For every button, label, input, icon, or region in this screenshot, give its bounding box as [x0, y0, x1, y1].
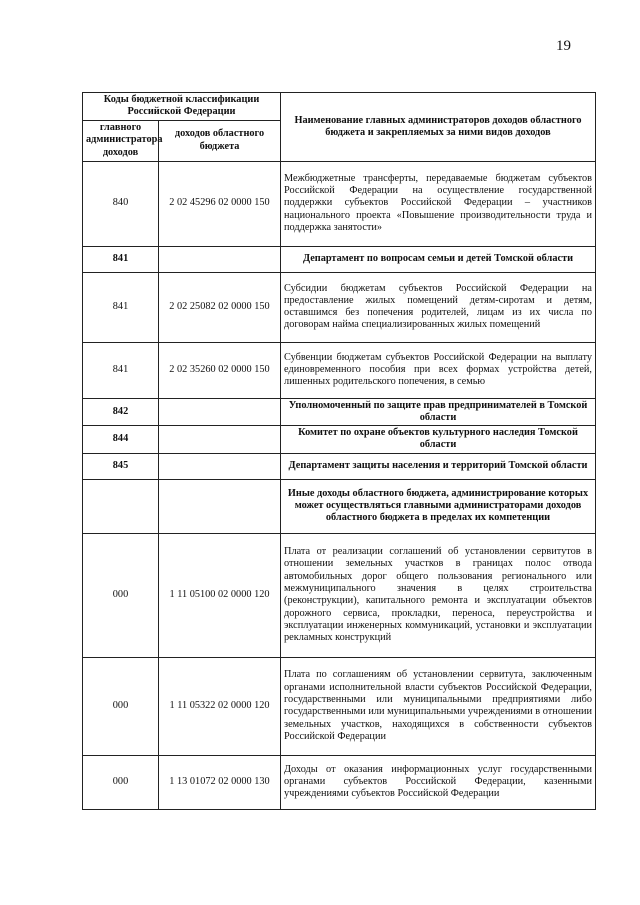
revenue-code-cell: 2 02 45296 02 0000 150 — [159, 161, 281, 246]
admin-code-cell: 840 — [83, 161, 159, 246]
table-row — [83, 161, 596, 246]
admin-code-cell: 000 — [83, 755, 159, 809]
admin-code-cell: 845 — [83, 453, 159, 479]
table-row — [83, 342, 596, 398]
table-row — [83, 453, 596, 479]
revenue-name-cell: Департамент защиты населения и территорий Томской области — [281, 453, 596, 479]
table-row — [83, 246, 596, 272]
header-revenue-column: доходов областного бюджета — [159, 120, 281, 161]
header-admin-column: главного администратора доходов — [83, 120, 159, 161]
table-row — [83, 272, 596, 342]
revenue-code-cell — [159, 426, 281, 454]
table-row — [83, 657, 596, 755]
budget-classification-table — [82, 92, 596, 810]
admin-code-cell: 842 — [83, 398, 159, 426]
table-row — [83, 426, 596, 454]
table-row — [83, 533, 596, 657]
table-row — [83, 479, 596, 533]
revenue-name-cell: Департамент по вопросам семьи и детей Томской области — [281, 246, 596, 272]
revenue-code-cell — [159, 479, 281, 533]
header-row — [83, 93, 596, 121]
admin-code-cell: 841 — [83, 272, 159, 342]
revenue-name-cell: Субвенции бюджетам субъектов Российской Федерации на выплату единовременного пособия при всех формах устройства детей, лишенных родительского попечения, в семью — [281, 342, 596, 398]
admin-code-cell — [83, 479, 159, 533]
revenue-name-cell: Субсидии бюджетам субъектов Российской Федерации на предоставление жилых помещений детям-сиротам и детям, оставшимся без попечения родителей, лицам из их числа по договорам найма специализированных жилых помещений — [281, 272, 596, 342]
revenue-code-cell: 1 11 05322 02 0000 120 — [159, 657, 281, 755]
page-number: 19 — [556, 38, 571, 54]
header-codes-group: Коды бюджетной классификации Российской Федерации — [83, 93, 281, 121]
header-name-column: Наименование главных администраторов доходов областного бюджета и закрепляемых за ними видов доходов — [281, 93, 596, 162]
admin-code-cell: 841 — [83, 246, 159, 272]
table-body — [83, 161, 596, 809]
revenue-code-cell: 1 11 05100 02 0000 120 — [159, 533, 281, 657]
revenue-name-cell: Плата по соглашениям об установлении сервитута, заключенным органами исполнительной власти субъектов Российской Федерации, государственными или муниципальными предприятиями либо государственными или муниципальными учреждениями в отношении земельных участков, находящихся в собственности субъектов Российской Федерации — [281, 657, 596, 755]
table-row — [83, 398, 596, 426]
revenue-name-cell: Уполномоченный по защите прав предпринимателей в Томской области — [281, 398, 596, 426]
revenue-name-cell: Плата от реализации соглашений об установлении сервитутов в отношении земельных участков в границах полос отвода автомобильных дорог общего пользования регионального или межмуниципального значения в целях строительства (реконструкции), капитального ремонта и эксплуатации объектов дорожного сервиса, прокладки, переноса, переустройства и эксплуатации инженерных коммуникаций, установки и эксплуатации рекламных конструкций — [281, 533, 596, 657]
revenue-code-cell: 1 13 01072 02 0000 130 — [159, 755, 281, 809]
admin-code-cell: 841 — [83, 342, 159, 398]
revenue-name-cell: Комитет по охране объектов культурного наследия Томской области — [281, 426, 596, 454]
revenue-code-cell — [159, 398, 281, 426]
revenue-code-cell: 2 02 25082 02 0000 150 — [159, 272, 281, 342]
admin-code-cell: 000 — [83, 657, 159, 755]
admin-code-cell: 844 — [83, 426, 159, 454]
revenue-name-cell: Межбюджетные трансферты, передаваемые бюджетам субъектов Российской Федерации на осуществление государственной поддержки субъектов Российской Федерации – участников национального проекта «Повышение производительности труда и поддержка занятости» — [281, 161, 596, 246]
table-row — [83, 755, 596, 809]
revenue-name-cell: Доходы от оказания информационных услуг государственными органами субъектов Российской Федерации, казенными учреждениями субъектов Российской Федерации — [281, 755, 596, 809]
revenue-code-cell: 2 02 35260 02 0000 150 — [159, 342, 281, 398]
revenue-code-cell — [159, 453, 281, 479]
revenue-code-cell — [159, 246, 281, 272]
admin-code-cell: 000 — [83, 533, 159, 657]
revenue-name-cell: Иные доходы областного бюджета, администрирование которых может осуществляться главными администраторами доходов областного бюджета в пределах их компетенции — [281, 479, 596, 533]
